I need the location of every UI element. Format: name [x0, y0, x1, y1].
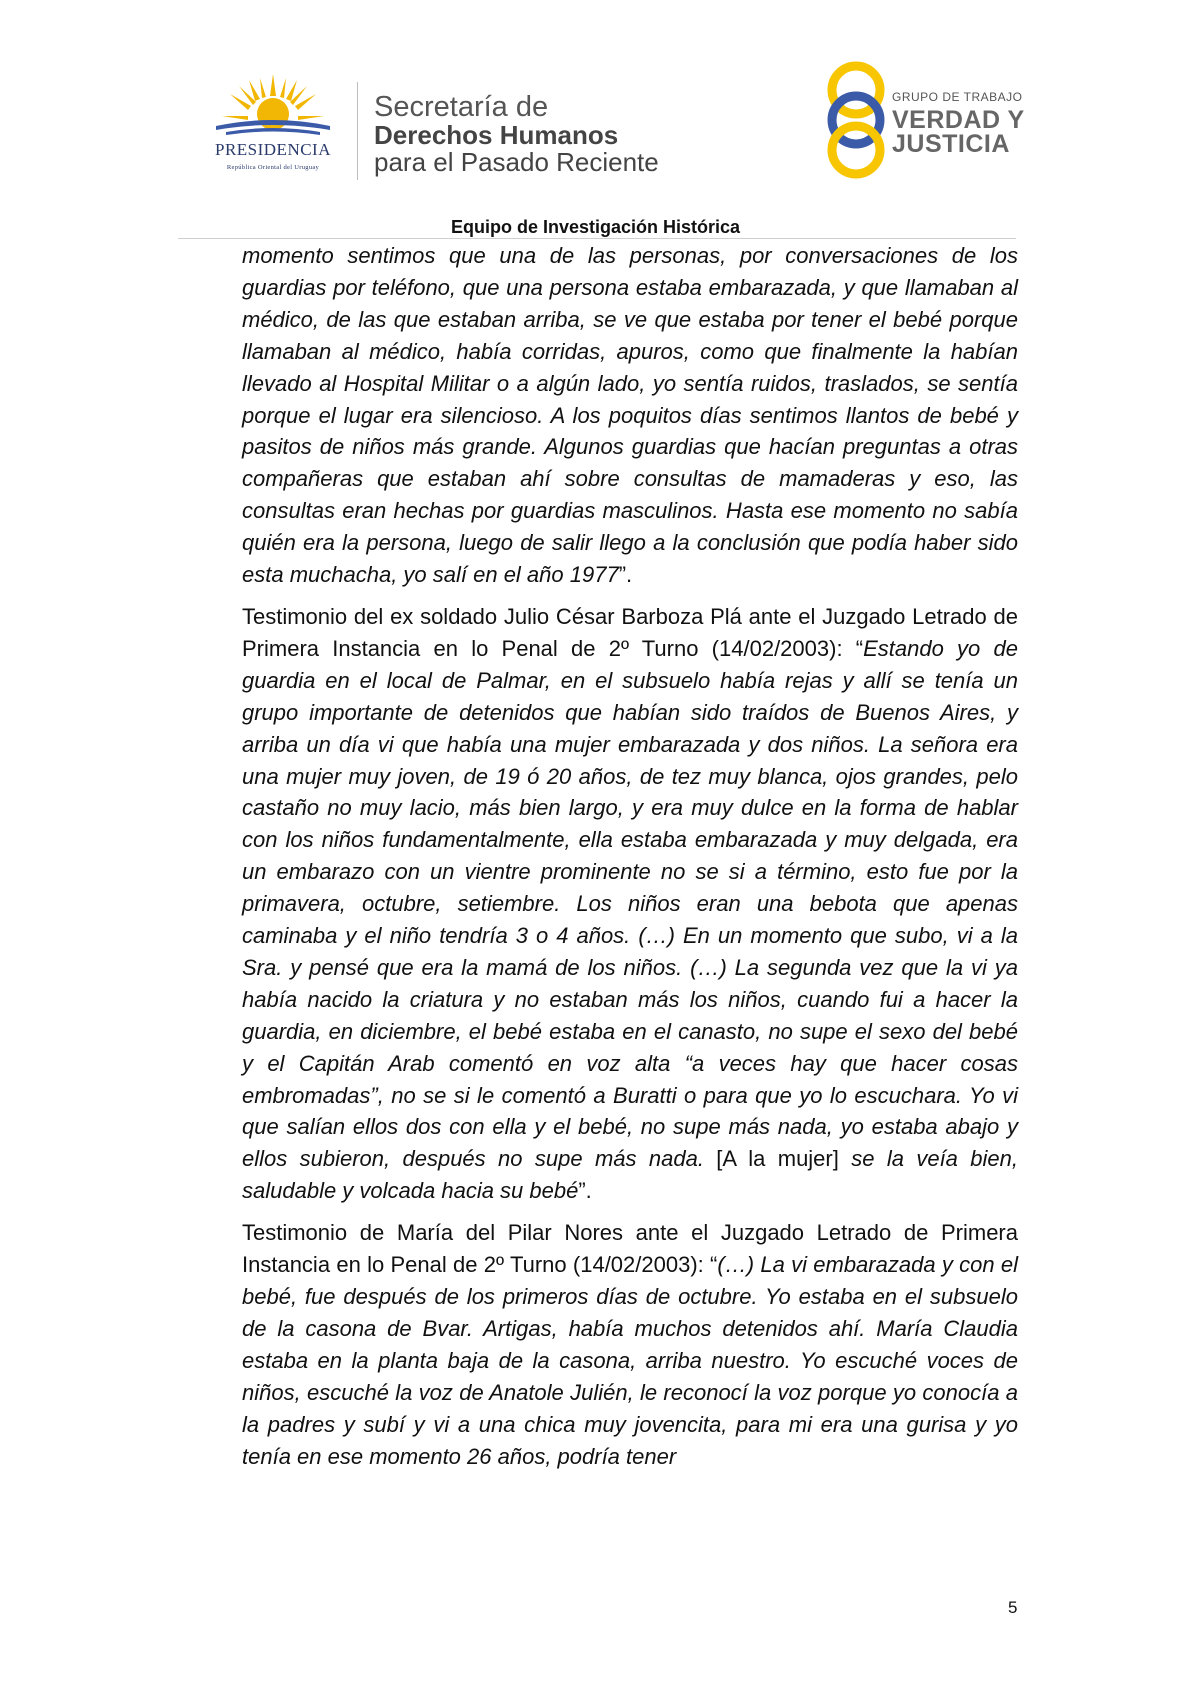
quote-close: ”.	[618, 562, 633, 588]
testimony-intro: Testimonio de María del Pilar Nores ante el Juzgado Letrado de Primera Instancia en lo Penal de 2º Turno (14/02/2003): “	[242, 1220, 1018, 1278]
page-number: 5	[1008, 1598, 1018, 1617]
presidencia-title: PRESIDENCIA	[214, 140, 331, 159]
quote-text: (…) La vi embarazada y con el bebé, fue después de los primeros días de octubre. Yo estaba en el subsuelo de la casona de Bvar. Artigas, había muchos detenidos ahí. María Claudia estaba en la planta baja de la casona, arriba nuestro. Yo escuché voces de niños, escuché la voz de Anatole Julién, le reconocí la voz porque yo conocía a la padres y subí y vi a una chica muy jovencita, para mi era una gurisa y yo tenía en ese momento 26 años, podría tener	[242, 1252, 1018, 1469]
grupo-subtitle: GRUPO DE TRABAJO	[892, 90, 1023, 104]
presidencia-logo	[196, 74, 350, 184]
header-rule	[178, 238, 1016, 239]
header-divider	[357, 82, 358, 180]
presidencia-subtitle: República Oriental del Uruguay	[226, 164, 320, 171]
secretaria-line-2: Derechos Humanos	[374, 120, 619, 150]
quote-close: ”.	[578, 1178, 592, 1204]
grupo-title-line-1: VERDAD Y	[892, 106, 1025, 134]
testimony-intro: Testimonio del ex soldado Julio César Barboza Plá ante el Juzgado Letrado de Primera Instancia en lo Penal de 2º Turno (14/02/2003): “	[242, 603, 1018, 661]
paragraph-1	[242, 240, 1018, 591]
sun-icon	[196, 74, 350, 138]
document-body	[242, 240, 1018, 1482]
grupo-title-line-2: JUSTICIA	[892, 130, 1010, 158]
quote-text: momento sentimos que una de las personas, por conversaciones de los guardias por teléfono, que una persona estaba embarazada, y que llamaban al médico, de las que estaban arriba, se ve que estaba por tener el bebé porque llamaban al médico, había corridas, apuros, como que finalmente la habían llevado al Hospital Militar o a algún lado, yo sentía ruidos, traslados, se sentía porque el lugar era silencioso. A los poquitos días sentimos llantos de bebé y pasitos de niños más grande. Algunos guardias que hacían preguntas a otras compañeras que estaban ahí sobre consultas de mamaderas y eso, las consultas eran hechas por guardias masculinos. Hasta ese momento no sabía quién era la persona, luego de salir llego a la conclusión que podía haber sido esta muchacha, yo salí en el año 1977	[242, 243, 1018, 588]
secretaria-line-1: Secretaría de	[374, 91, 549, 123]
paragraph-2	[242, 601, 1018, 1207]
department-title: Equipo de Investigación Histórica	[450, 217, 741, 237]
quote-text-end: se la veía bien, saludable y volcada hacia su bebé	[242, 1146, 1018, 1204]
paragraph-3	[242, 1217, 1018, 1472]
secretaria-line-3: para el Pasado Reciente	[374, 147, 659, 177]
page-header	[0, 0, 1191, 215]
quote-text: Estando yo de guardia en el local de Palmar, en el subsuelo había rejas y allí se tenía un grupo importante de detenidos que habían sido traídos de Buenos Aires, y arriba un día vi que había una mujer embarazada y dos niños. La señora era una mujer muy joven, de 19 ó 20 años, de tez muy blanca, ojos grandes, pelo castaño no muy lacio, más bien largo, y era muy dulce en la forma de hablar con los niños fundamentalmente, ella estaba embarazada y muy delgada, era un embarazo con un vientre prominente no se si a término, esto fue por la primavera, octubre, setiembre. Los niños eran una bebota que apenas caminaba y el niño tendría 3 o 4 años. (…) En un momento que subo, vi a la Sra. y pensé que era la mamá de los niños. (…) La segunda vez que la vi ya había nacido la criatura y no estaban más los niños, cuando fui a hacer la guardia, en diciembre, el bebé estaba en el canasto, no supe el sexo del bebé y el Capitán Arab comentó en voz alta “a veces hay que hacer cosas embromadas”, no se si le comentó a Buratti o para que yo lo escuchara. Yo vi que salían ellos dos con ella y el bebé, no supe más nada, yo estaba abajo y ellos subieron, después no supe más nada.	[242, 635, 1018, 1172]
editorial-bracket: [A la mujer]	[703, 1146, 852, 1172]
secretaria-logo-text	[374, 92, 659, 176]
